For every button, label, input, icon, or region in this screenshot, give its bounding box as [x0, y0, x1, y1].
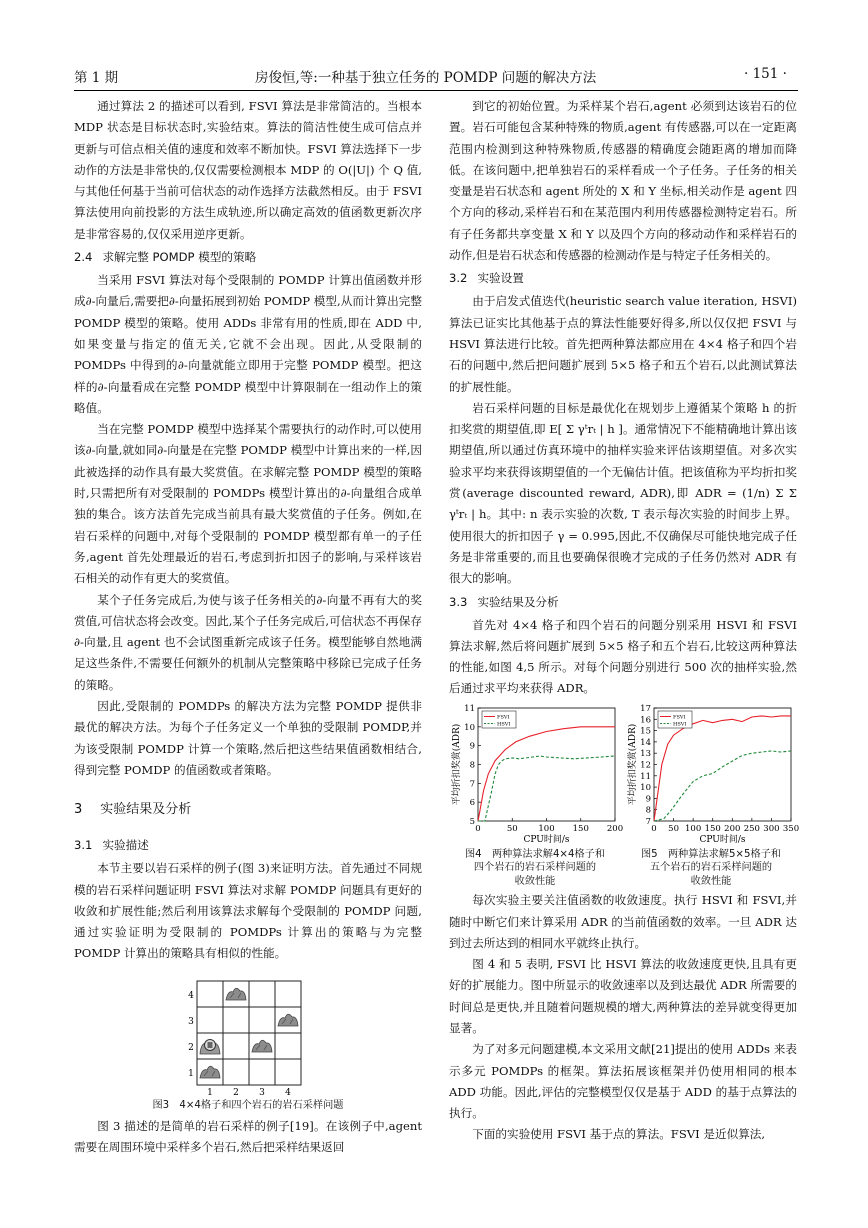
x-tick-label: 50 [506, 823, 518, 834]
x-tick-label: 200 [724, 823, 741, 834]
y-axis-label: 平均折扣奖赏(ADR) [452, 723, 462, 805]
paragraph: 为了对多元问题建模,本文采用文献[21]提出的使用 ADDs 来表示多元 POMDPs 的框架。算法拓展该框架并仍使用相同的根本 ADD 功能。因此,评估的完整模型仅仅是基于 ADD 的基于点算法的执行。 [449, 1042, 797, 1121]
section-number: 3.3 [449, 594, 468, 609]
grid-col-label: 4 [285, 1087, 291, 1098]
figure-5-caption-line: 五个岩石的岩石采样问题的 [649, 862, 773, 874]
section-title: 实验描述 [102, 838, 149, 853]
x-axis-label: CPU时间/s [523, 834, 570, 845]
grid-cell [275, 1033, 301, 1059]
journal-issue: 第 1 期 [74, 70, 119, 86]
y-tick-label: 12 [640, 760, 651, 771]
y-tick-label: 10 [640, 782, 651, 793]
grid-col-label: 3 [259, 1087, 265, 1098]
y-tick-label: 8 [645, 805, 651, 816]
x-tick-label: 250 [743, 823, 760, 834]
figures-4-5 [449, 702, 800, 889]
x-tick-label: 50 [668, 823, 679, 834]
y-tick-label: 11 [464, 703, 475, 714]
grid-col-label: 1 [207, 1087, 213, 1098]
agent-sensor [208, 1042, 213, 1048]
y-axis-label: 平均折扣奖赏(ADR) [628, 723, 638, 805]
section-heading-3-3 [449, 592, 797, 613]
y-tick-label: 7 [469, 779, 475, 790]
figure-5-chart [625, 702, 800, 845]
figure-4-caption-line: 四个岩石的岩石采样问题的 [473, 862, 597, 874]
paragraph: 岩石采样问题的目标是最优化在规划步上遵循某个策略 h 的折扣奖赏的期望值,即 E[ Σ γᵗrₜ | h ]。通常情况下不能精确地计算出该期望值,所以通过仿真环境中的抽样实验来评估该期望值。对多次实验求平均来获得该期望值的一个无偏估计值。把该值称为平均折扣奖赏(average discounted reward, ADR),即 ADR = (1/n) Σ Σ γᵗrₜ | h。其中: n 表示实验的次数, T 表示每次实验的时间步上界。使用很大的折扣因子 γ = 0.995,因此,不仅确保尽可能快地完成子任务是非常重要的,而且也要确保很晚才完成的子任务仍然对 ADR 有很大的影响。 [449, 400, 797, 586]
paragraph: 本节主要以岩石采样的例子(图 3)来证明方法。首先通过不同规模的岩石采样问题证明 FSVI 算法对求解 POMDP 问题具有更好的收敛和扩展性能;然后利用该算法求解每个受限制的 POMDP 问题,通过实验证明为受限制的 POMDPs 计算出的策略与为完整 POMDP 计算出的策略具有相似的性能。 [74, 861, 422, 961]
grid-col-label: 2 [233, 1087, 239, 1098]
grid-row-label: 2 [188, 1042, 194, 1053]
figure-4-caption-line: 图4 两种算法求解4×4格子和 [464, 848, 606, 860]
section-heading-3 [74, 799, 422, 821]
section-heading-3-2 [449, 268, 797, 289]
grid-cell [249, 1059, 275, 1085]
running-title: 房俊恒,等:一种基于独立任务的 POMDP 问题的解决方法 [255, 70, 597, 86]
paragraph: 图 3 描述的是简单的岩石采样的例子[19]。在该例子中,agent 需要在周围环境中采样多个岩石,然后把采样结果返回 [74, 1119, 422, 1155]
grid-cell [275, 1059, 301, 1085]
section-number: 3.2 [449, 271, 468, 286]
x-tick-label: 150 [572, 823, 589, 834]
page-number: · 151 · [744, 66, 787, 82]
x-tick-label: 200 [606, 823, 624, 834]
figure-3 [74, 975, 422, 1113]
grid-row-label: 4 [188, 990, 194, 1001]
y-tick-label: 15 [640, 726, 651, 737]
figure-4-chart [449, 702, 624, 845]
y-tick-label: 9 [645, 794, 651, 805]
grid-row-label: 1 [188, 1068, 194, 1079]
y-tick-label: 7 [645, 816, 651, 827]
y-tick-label: 6 [469, 797, 475, 808]
y-tick-label: 11 [640, 771, 651, 782]
grid-row-label: 3 [188, 1016, 194, 1027]
section-number: 3.1 [74, 838, 93, 853]
legend-label: HSVI [497, 721, 511, 728]
paragraph: 首先对 4×4 格子和四个岩石的问题分别采用 HSVI 和 FSVI 算法求解,然后将问题扩展到 5×5 格子和五个岩石,比较这两种算法的性能,如图 4,5 所示。对每个问题分别进行 500 次的抽样实验,然后通过求平均来获得 ADR。 [449, 617, 797, 696]
paragraph: 当采用 FSVI 算法对每个受限制的 POMDP 计算出值函数并形成∂-向量后,需要把∂-向量拓展到初始 POMDP 模型,从而计算出完整 POMDP 模型的策略。使用 ADDs 非常有用的性质,即在 ADD 中,如果变量与指定的值无关,它就不会出现。因此,从受限制的 POMDPs 中得到的∂-向量就能立即用于完整 POMDP 模型。把这样的∂-向量看成在完整 POMDP 模型中计算限制在一组动作上的策略值。 [74, 273, 422, 415]
grid-cell [197, 981, 223, 1007]
figure-4-caption-line: 收敛性能 [514, 875, 556, 887]
y-tick-label: 16 [640, 715, 651, 726]
x-tick-label: 0 [475, 823, 481, 834]
grid-cell [275, 981, 301, 1007]
paragraph: 到它的初始位置。为采样某个岩石,agent 必须到达该岩石的位置。岩石可能包含某种特殊的物质,agent 有传感器,可以在一定距离范围内检测到这种特殊物质,传感器的精确度会随距离的增加而降低。在该问题中,把单独岩石的采样看成一个子任务。子任务的相关变量是岩石状态和 agent 所处的 X 和 Y 坐标,相关动作是 agent 四个方向的移动,采样岩石和在某范围内利用传感器检测特定岩石。所有子任务都共享变量 X 和 Y 以及四个方向的移动动作和采样岩石的动作,但是岩石状态和传感器的检测动作是与特定子任务相关的。 [449, 99, 797, 263]
x-tick-label: 100 [685, 823, 702, 834]
x-tick-label: 100 [538, 823, 555, 834]
left-column [74, 96, 422, 1159]
legend-label: FSVI [497, 714, 510, 721]
x-tick-label: 300 [763, 823, 780, 834]
paragraph: 每次实验主要关注值函数的收敛速度。执行 HSVI 和 FSVI,并随时中断它们来计算采用 ADR 的当前值函数的效率。一旦 ADR 达到过去所达到的相同水平就终止执行。 [449, 893, 797, 950]
y-tick-label: 17 [640, 703, 651, 714]
section-title: 求解完整 POMDP 模型的策略 [102, 250, 257, 265]
y-tick-label: 8 [469, 760, 475, 771]
paragraph: 通过算法 2 的描述可以看到, FSVI 算法是非常简洁的。当根本 MDP 状态是目标状态时,实验结束。算法的简洁性使生成可信点并更新与可信点相关值的速度和效率不断加快。FSVI 算法选择下一步动作的方法是非常快的,仅仅需要检测根本 MDP 的 O(|U|) 个 Q 值,与其他任何基于当前可信状态的动作选择方法截然相反。由于 FSVI 算法使用向前投影的方法生成轨迹,所以确定高效的值函数更新次序是非常容易的,仅仅采用逆序更新。 [74, 99, 422, 241]
figure-5-caption-line: 收敛性能 [690, 875, 732, 887]
x-tick-label: 150 [704, 823, 721, 834]
figure-5-caption-line: 图5 两种算法求解5×5格子和 [640, 848, 782, 860]
rock-sample-grid [74, 975, 422, 1098]
grid-cell [197, 1007, 223, 1033]
y-tick-label: 9 [469, 741, 475, 752]
grid-cell [223, 1033, 249, 1059]
y-tick-label: 10 [464, 722, 475, 733]
section-heading-3-1 [74, 835, 422, 856]
x-tick-label: 350 [782, 823, 800, 834]
y-tick-label: 14 [640, 737, 651, 748]
section-title: 实验结果及分析 [100, 802, 192, 818]
paragraph: 因此,受限制的 POMDPs 的解决方法为完整 POMDP 提供非最优的解决方法。为每个子任务定义一个单独的受限制 POMDP,并为该受限制 POMDP 计算一个策略,然后把这些结果值函数相结合,得到完整 POMDP 的值函数或者策略。 [74, 699, 422, 777]
section-title: 实验设置 [477, 271, 524, 286]
section-number: 3 [74, 802, 83, 818]
grid-cell [249, 1007, 275, 1033]
header-rule [74, 90, 798, 91]
paragraph: 下面的实验使用 FSVI 基于点的算法。FSVI 是近似算法, [472, 1127, 766, 1142]
paragraph: 由于启发式值迭代(heuristic search value iteration, HSVI)算法已证实比其他基于点的算法性能要好得多,所以仅仅把 FSVI 与 HSVI 算法进行比较。首先把两种算法都应用在 4×4 格子和四个岩石的问题中,然后把问题扩展到 5×5 格子和五个岩石,以此测试算法的扩展性能。 [449, 294, 797, 394]
paragraph: 图 4 和 5 表明, FSVI 比 HSVI 算法的收敛速度更快,且具有更好的扩展能力。图中所显示的收敛速率以及到达最优 ADR 所需要的时间总是更快,并且随着问题规模的增大,两种算法的差异就变得更加显著。 [449, 957, 797, 1035]
y-tick-label: 5 [469, 816, 475, 827]
grid-cell [223, 1007, 249, 1033]
figure-3-caption: 图3 4×4格子和四个岩石的岩石采样问题 [152, 1099, 344, 1111]
section-title: 实验结果及分析 [477, 594, 559, 609]
figure-4 [449, 702, 624, 889]
x-tick-label: 0 [651, 823, 657, 834]
figure-5 [625, 702, 800, 889]
section-number: 2.4 [74, 250, 93, 265]
right-column [449, 96, 800, 1146]
x-axis-label: CPU时间/s [699, 834, 746, 845]
grid-cell [249, 981, 275, 1007]
paragraph: 某个子任务完成后,为使与该子任务相关的∂-向量不再有大的奖赏值,可信状态将会改变。因此,某个子任务完成后,可信状态不再保存∂-向量,且 agent 也不会试图重新完成该子任务。模型能够自然地满足这些条件,不需要任何额外的机制从完整策略中移除已完成子任务的策略。 [74, 592, 422, 692]
paragraph: 当在完整 POMDP 模型中选择某个需要执行的动作时,可以使用该∂-向量,就如同∂-向量是在完整 POMDP 模型中计算出来的一样,因此被选择的动作具有最大奖赏值。在求解完整 POMDP 模型的策略时,只需把所有对受限制的 POMDPs 模型计算出的∂-向量组合成单独的集合。该方法首先完成当前具有最大奖赏值的子任务。例如,在岩石采样的问题中,对每个受限制的 POMDP 模型都有单一的子任务,agent 首先处理最近的岩石,考虑到折扣因子的影响,与采样该岩石相关的动作有更大的奖赏值。 [74, 422, 422, 586]
section-heading-2-4 [74, 247, 422, 268]
grid-cell [223, 1059, 249, 1085]
y-tick-label: 13 [640, 748, 651, 759]
legend-label: FSVI [673, 714, 686, 721]
legend-label: HSVI [673, 721, 687, 728]
